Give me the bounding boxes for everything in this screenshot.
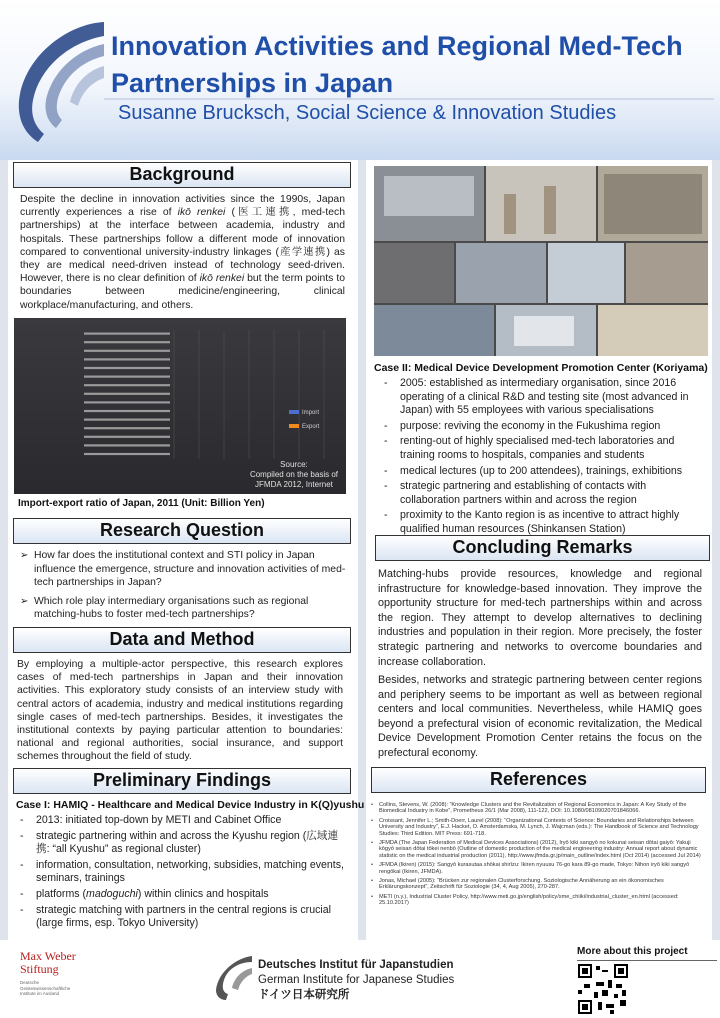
reference-item: • JFMDA (Ikiren) (2015): Sangyō kurasutaa shōkai shirīzu: Ikiren nyuusu 76-go kara 89-go made, Tokyo: Nihon iryō kiki sangyō rengōkai (Ikiren, JFMDA). xyxy=(371,862,707,875)
concluding-text-2: Besides, networks and strategic partnering between center regions and periphery seems to be important as well as between regional centers and local communities. Nevertheless, while HAMIQ goes beyond a prefectural vision of economic revitalization, the Medical Device Development Promotion Center retains the focus on the prefectural economy. xyxy=(378,674,702,759)
chart-caption: Import-export ratio of Japan, 2011 (Unit: Billion Yen) xyxy=(18,498,265,509)
chart-legend-swatch xyxy=(289,424,299,428)
research-question-list xyxy=(20,549,346,627)
poster-footer xyxy=(0,940,720,1018)
case2-item: - purpose: reviving the economy in the Fukushima region xyxy=(378,420,704,434)
term-madoguchi: madoguchi xyxy=(86,887,138,900)
poster-subtitle: Susanne Brucksch, Social Science & Innovation Studies xyxy=(118,102,617,124)
chart-legend-label: Export xyxy=(302,424,320,430)
research-question-item: ➢ Which role play intermediary organisations such as regional matching-hubs to foster med-tech partnerships? xyxy=(20,595,346,622)
chart-category-label xyxy=(84,358,170,360)
concluding-text-1: Matching-hubs provide resources, knowledge and regional infrastructure for knowledge-based innovation. They improve the opportunity structure for med-tech partnerships within and across the region. They attempt to develop alternatives to declining industries and population in their region. More precisely, the foster strategic partnering and networks to overcome boundaries and increase collaboration. xyxy=(378,568,702,668)
case1-item: - platforms (madoguchi) within clinics and hospitals xyxy=(14,888,346,902)
photo-collage xyxy=(374,166,708,356)
chart-category-label xyxy=(84,393,170,395)
case2-item: - renting-out of highly specialised med-tech laboratories and training rooms to hospitals, companies and students xyxy=(378,435,704,462)
chart-legend-swatch xyxy=(289,410,299,414)
chart-category-label xyxy=(84,384,170,386)
findings-heading: Preliminary Findings xyxy=(13,768,351,794)
case2-item: - 2005: established as intermediary organisation, since 2016 operating of a clinical R&D and testing site (most advanced in Japan) with 55 employees with various specialisations xyxy=(378,377,704,418)
import-export-chart xyxy=(14,318,346,494)
title-line-1: Innovation Activities and Regional Med-Tech xyxy=(111,31,683,61)
chart-category-label xyxy=(84,444,170,446)
case1-item: - strategic matching with partners in the central regions is crucial (large firms, esp. Tokyo University) xyxy=(14,904,346,931)
qr-code-icon[interactable] xyxy=(578,964,628,1014)
chart-category-label xyxy=(84,436,170,438)
chart-category-label xyxy=(84,350,170,352)
background-heading: Background xyxy=(13,162,351,188)
term-iko-renkei: ikō renkei xyxy=(177,207,226,219)
more-about-project-label: More about this project xyxy=(577,946,688,957)
case2-item: - proximity to the Kanto region is as incentive to attract highly qualified human resources (Shinkansen Station) xyxy=(378,509,704,536)
research-question-heading: Research Question xyxy=(13,518,351,544)
reference-item: • METI (n.y.), Industrial Cluster Policy, http://www.meti.go.jp/english/policy/sme_chiiki/industrial_cluster_en.html (accessed: 25.10.2017) xyxy=(371,894,707,907)
dij-logo-icon xyxy=(212,952,254,1002)
chart-category-label xyxy=(84,376,170,378)
case2-title: Case II: Medical Device Development Promotion Center (Koriyama) xyxy=(374,362,708,374)
chart-legend-label: Import xyxy=(302,410,320,416)
background-text: Despite the decline in innovation activities since the 1990s, Japan currently experiences a rise of ikō renkei (医工連携, med-tech partnerships) at the interface between academia, industry and hospitals. These partnerships follow a different mode of innovation compared to conventional university-industry linkages (産学連携) as they are medical need-driven instead of technology seed-driven. However, there is no clear definition of ikō renkei but the term points to boundaries between medicine/engineering, clinical workplace/manufacturing, and others. xyxy=(20,194,345,311)
data-method-text: By employing a multiple-actor perspective, this research explores cases of med-tech partnerships in Japan and their innovation activities. This exploratory study consists of an interview study with central actors of academia, industry and medical institutions regarding single cases of med-tech partnerships. Besides, it investigates the institutional contexts by paying particular attention to boundaries: national and regional authorities, social insurance, and support schemes throughout the field of study. xyxy=(17,659,343,763)
reference-item: • Croissant, Jennifer L.; Smith-Doerr, Laurel (2008): “Organizational Contexts of Science: Boundaries and Relationships between University and Industry”, E.J. Hacket, O. Amsterdamska, M. Lynch, J. Wajcman (eds.): The Handbook of Science and Technology Studies: Third Edition. MIT Press: 691-718. xyxy=(371,818,707,837)
case1-item: - strategic partnering within and across the Kyushu region (広域連携: “all Kyushu” as regional cluster) xyxy=(14,830,346,857)
case2-item: - medical lectures (up to 200 attendees), trainings, exhibitions xyxy=(378,465,704,479)
reference-item: • JFMDA (The Japan Federation of Medical Devices Associations) (2012), Iryō kiki sangyō no kokunai seisan dōtai gaiyō: Yakuji kōgyō seisan dōtai tōkei nenbō (Outline of domestic production of the medical engineering industry: Annual report about dynamic statistic on the medical industrial production (2011), http://www.jfmda.gr.jp/main_outline/index.html (Oct 2014) (accessed Jul 2014) xyxy=(371,840,707,859)
reference-item: • Jonas, Michael (2005): “Brücken zur regionalen Clusterforschung. Soziologische Annäherung an ein ökonomisches Erklärungskonzept”, Zeitschrift für Soziologie (34, 4, Aug 2005), 270-287. xyxy=(371,878,707,891)
title-divider xyxy=(104,98,714,100)
case1-item: - information, consultation, networking, subsidies, matching events, seminars, trainings xyxy=(14,859,346,886)
case1-title: Case I: HAMIQ - Healthcare and Medical Device Industry in K(Q)yushu xyxy=(16,799,365,811)
ginkgo-leaf-logo-icon xyxy=(8,14,108,149)
max-weber-stiftung-logo: Max Weber Stiftung Deutsche Geisteswissenschaftliche Institute im Ausland xyxy=(20,949,76,997)
concluding-heading: Concluding Remarks xyxy=(375,535,710,561)
chart-category-label xyxy=(84,401,170,403)
case1-item: - 2013: initiated top-down by METI and Cabinet Office xyxy=(14,814,346,828)
chart-category-label xyxy=(84,341,170,343)
case2-list xyxy=(378,377,704,539)
collage-image xyxy=(374,166,708,356)
chart-category-label xyxy=(84,333,170,335)
references-list xyxy=(371,802,707,910)
chart-category-label xyxy=(84,419,170,421)
chart-category-label xyxy=(84,367,170,369)
reference-item: • Collins, Stevens, W. (2008): “Knowledge Clusters and the Revitalization of Regional Economics in Japan: A Key Study of the Biomedical Industry in Kobe”, Prometheus 26/1 (Mar 2008), 111-122, DOI: 10.1080/08109020701846066. xyxy=(371,802,707,815)
title-line-2: Partnerships in Japan xyxy=(111,68,394,98)
dij-logo-text: Deutsches Institut für Japanstudien German Institute for Japanese Studies ドイツ日本研究所 xyxy=(258,959,455,1001)
chart-category-label xyxy=(84,410,170,412)
references-heading: References xyxy=(371,767,706,793)
data-method-heading: Data and Method xyxy=(13,627,351,653)
term-iko-renkei-2: ikō renkei xyxy=(199,273,245,285)
poster-title xyxy=(111,28,711,102)
case2-item: - strategic partnering and establishing of contacts with collaboration partners within and across the region xyxy=(378,480,704,507)
research-question-item: ➢ How far does the institutional context and STI policy in Japan influence the emergence, structure and innovation activities of med-tech partnerships in Japan? xyxy=(20,549,346,590)
case1-list xyxy=(14,814,346,933)
chart-category-label xyxy=(84,453,170,455)
chart-category-label xyxy=(84,427,170,429)
poster-banner xyxy=(0,0,720,160)
more-divider xyxy=(577,960,717,961)
chart-source: Source: Compiled on the basis of JFMDA 2012, Internet xyxy=(249,460,338,489)
